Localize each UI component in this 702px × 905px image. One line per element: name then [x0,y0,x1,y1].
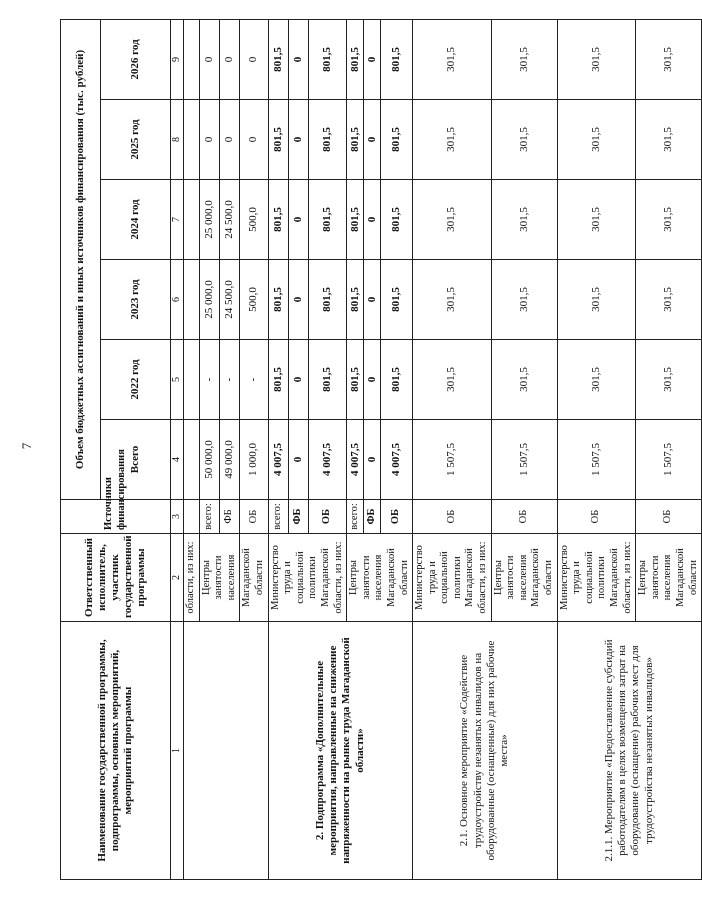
row-source: ОБ [557,500,636,534]
header-funding-group: Объем бюджетных ассигнований и иных источников финансирования (тыс. рублей) [61,19,101,499]
cell-value: 301,5 [557,19,636,99]
cell-value: 0 [219,100,239,180]
cell-value: 801,5 [309,19,347,99]
row-source [184,500,200,534]
row-source: ОБ [491,500,557,534]
cell-value: 0 [240,19,268,99]
col-number: 1 [171,622,184,880]
cell-value: 49 000,0 [219,420,239,500]
col-number: 9 [171,19,184,99]
header-source: Источники финансирования [61,500,171,534]
cell-value: 801,5 [381,100,413,180]
col-number: 7 [171,180,184,260]
cell-value: 801,5 [381,180,413,260]
cell-value: 500,0 [240,180,268,260]
cell-value: 1 507,5 [491,420,557,500]
header-row [61,19,101,879]
column-number-row [171,19,184,879]
page-number: 7 [19,442,34,450]
col-number: 5 [171,340,184,420]
rotated-table-page [60,20,699,880]
header-executor: Ответственный исполнитель, участник государственной программы [61,534,171,622]
table-row [557,19,636,879]
cell-value: 301,5 [636,19,702,99]
cell-value: 301,5 [557,340,636,420]
row-name [184,622,269,880]
header-year-2023: 2023 год [101,260,171,340]
cell-value: 0 [364,340,381,420]
cell-value: 801,5 [309,260,347,340]
header-year-2026: 2026 год [101,19,171,99]
cell-value: 801,5 [268,260,288,340]
row-executor: Центры занятости населения Магаданской области [491,534,557,622]
header-year-2025: 2025 год [101,100,171,180]
cell-value: 301,5 [413,180,492,260]
cell-value: 0 [288,260,308,340]
cell-value: 301,5 [636,180,702,260]
row-source: ОБ [636,500,702,534]
cell-value: 24 500,0 [219,260,239,340]
cell-value: 301,5 [557,260,636,340]
cell-value: 4 007,5 [268,420,288,500]
row-source: ОБ [381,500,413,534]
row-source: ОБ [309,500,347,534]
event-name: 2.1.1. Мероприятие «Предоставление субсидий работодателям в целях возмещения затрат на оборудование (оснащение) рабочих мест для трудоустройства незанятых инвалидов» [557,622,702,880]
cell-value: 301,5 [636,260,702,340]
cell-value: 801,5 [268,180,288,260]
cell-value: 0 [364,420,381,500]
cell-value: 1 507,5 [557,420,636,500]
cell-value: 0 [199,19,219,99]
cell-value: - [219,340,239,420]
cell-value: 0 [240,100,268,180]
cell-value: 801,5 [381,19,413,99]
row-executor: Центры занятости населения Магаданской области [636,534,702,622]
cell-value: 1 507,5 [413,420,492,500]
cell-value: 4 007,5 [309,420,347,500]
row-executor: области, из них: [184,534,200,622]
cell-value: 801,5 [268,19,288,99]
cell-value: 0 [219,19,239,99]
cell-value: 301,5 [413,100,492,180]
cell-value: 301,5 [491,19,557,99]
cell-value: 801,5 [381,340,413,420]
header-program-name: Наименование государственной программы, подпрограммы, основных мероприятий, мероприятий программы [61,622,171,880]
row-source: ОБ [413,500,492,534]
cell-value: 301,5 [413,19,492,99]
header-year-total: Всего [101,420,171,500]
table-row [268,19,288,879]
row-executor: Магаданской области [240,534,268,622]
row-executor: Центры занятости населения [199,534,240,622]
cell-value: 801,5 [268,340,288,420]
cell-value: 801,5 [268,100,288,180]
cell-value: 301,5 [557,100,636,180]
cell-value: 801,5 [347,260,364,340]
row-source: ОБ [240,500,268,534]
cell-value: 1 507,5 [636,420,702,500]
row-executor: Министерство труда и социальной политики Магаданской области, из них: [268,534,347,622]
main-event-name: 2.1. Основное мероприятие «Содействие трудоустройству незанятых инвалидов на оборудованные (оснащенные) для них рабочие места» [413,622,558,880]
col-number: 3 [171,500,184,534]
table-row [413,19,492,879]
row-source: всего: [268,500,288,534]
cell-value: 801,5 [347,19,364,99]
cell-value: 801,5 [347,180,364,260]
cell-value: 0 [364,19,381,99]
cell-value: 301,5 [491,340,557,420]
cell-value: 500,0 [240,260,268,340]
cell-value: 301,5 [491,260,557,340]
row-source: ФБ [364,500,381,534]
cell-value: 0 [288,180,308,260]
col-number: 8 [171,100,184,180]
cell-value: 25 000,0 [199,260,219,340]
cell-value: 301,5 [491,100,557,180]
row-executor: Министерство труда и социальной политики Магаданской области, из них: [557,534,636,622]
row-source: всего: [199,500,219,534]
cell-value: 801,5 [347,340,364,420]
cell-value: 50 000,0 [199,420,219,500]
cell-value: 301,5 [557,180,636,260]
cell-value: 4 007,5 [381,420,413,500]
cell-value: - [199,340,219,420]
budget-table [60,19,702,880]
cell-value: 0 [288,420,308,500]
row-source: всего: [347,500,364,534]
cell-value: 801,5 [381,260,413,340]
row-executor: Министерство труда и социальной политики Магаданской области, из них: [413,534,492,622]
cell-value: 1 000,0 [240,420,268,500]
cell-value: 25 000,0 [199,180,219,260]
header-year-2022: 2022 год [101,340,171,420]
cell-value: - [240,340,268,420]
cell-value: 4 007,5 [347,420,364,500]
header-year-2024: 2024 год [101,180,171,260]
col-number: 2 [171,534,184,622]
cell-value: 301,5 [636,340,702,420]
cell-value: 301,5 [413,260,492,340]
cell-value: 0 [288,340,308,420]
cell-value: 801,5 [309,100,347,180]
cell-value: 0 [199,100,219,180]
row-source: ФБ [288,500,308,534]
row-executor: Центры занятости населения Магаданской области [347,534,413,622]
cell-value: 801,5 [309,340,347,420]
table-row [184,19,200,879]
cell-value: 0 [364,100,381,180]
cell-value: 301,5 [636,100,702,180]
col-number: 6 [171,260,184,340]
cell-value: 301,5 [491,180,557,260]
subprogram-name: 2. Подпрограмма «Дополнительные мероприятия, направленные на снижение напряженности на рынке труда Магаданской области» [268,622,413,880]
row-source: ФБ [219,500,239,534]
cell-value: 801,5 [309,180,347,260]
cell-value: 801,5 [347,100,364,180]
cell-value: 0 [288,19,308,99]
cell-value: 0 [364,260,381,340]
cell-value: 301,5 [413,340,492,420]
col-number: 4 [171,420,184,500]
cell-value: 0 [288,100,308,180]
cell-value: 0 [364,180,381,260]
cell-value: 24 500,0 [219,180,239,260]
